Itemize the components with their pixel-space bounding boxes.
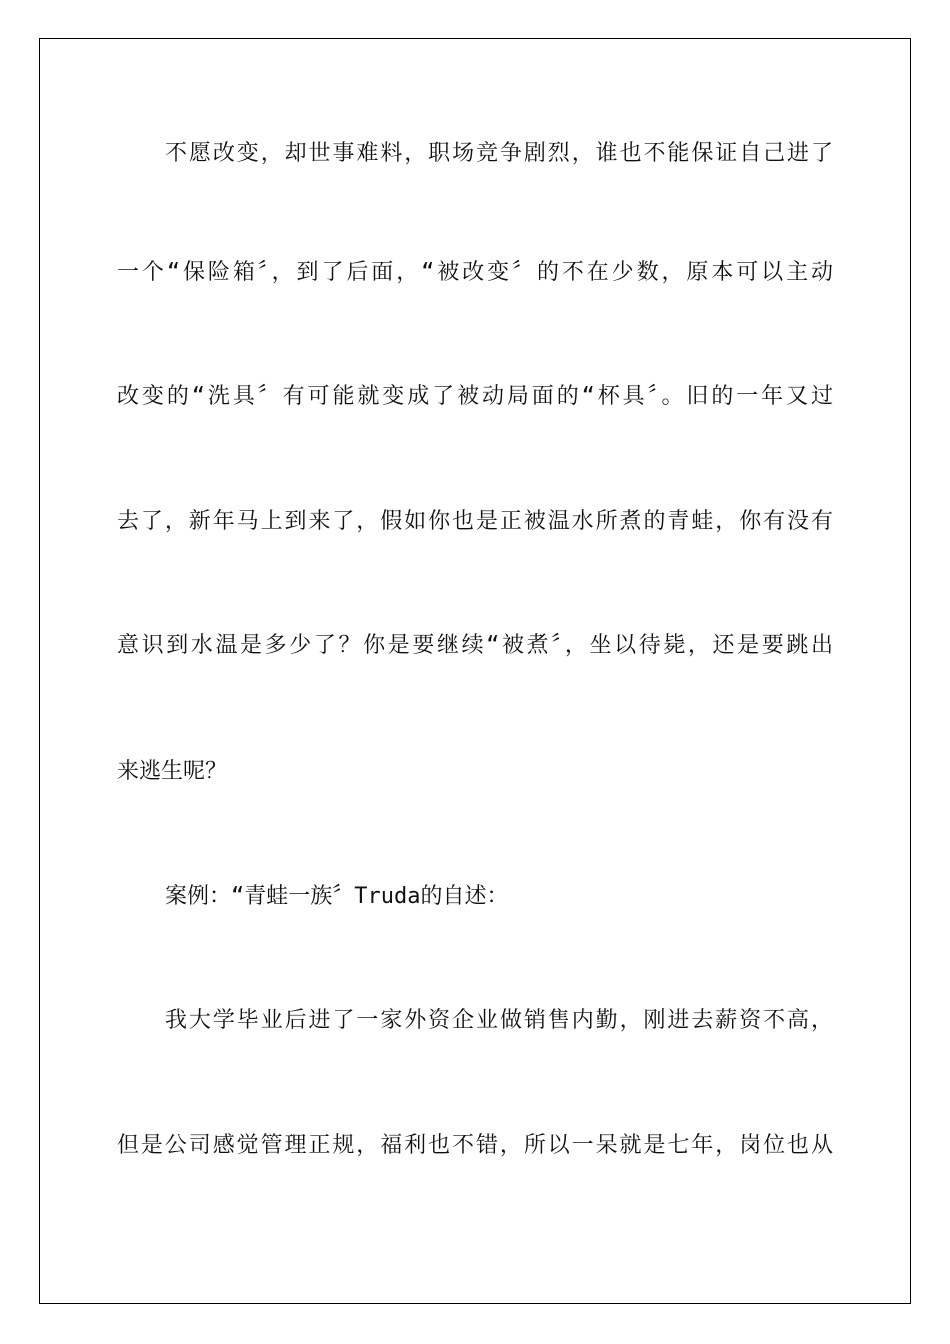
paragraph-line: 意识到水温是多少了？你是要继续“被煮〞，坐以待毙，还是要跳出 (117, 633, 833, 658)
page-border (39, 38, 911, 1304)
paragraph-line: 我大学毕业后进了一家外资企业做销售内勤，刚进去薪资不高， (165, 1008, 833, 1033)
paragraph-line: 去了，新年马上到来了，假如你也是正被温水所煮的青蛙，你有没有 (117, 509, 833, 534)
paragraph-line: 不愿改变，却世事难料，职场竞争剧烈，谁也不能保证自己进了 (165, 141, 833, 166)
paragraph-line: 一个“保险箱〞，到了后面，“被改变〞的不在少数，原本可以主动 (117, 260, 833, 285)
case-heading: 案例：“青蛙一族〞Truda的自述： (165, 884, 509, 909)
paragraph-line: 但是公司感觉管理正规，福利也不错，所以一呆就是七年，岗位也从 (117, 1133, 833, 1158)
paragraph-line: 改变的“洗具〞有可能就变成了被动局面的“杯具〞。旧的一年又过 (117, 384, 833, 409)
paragraph-line: 来逃生呢？ (117, 759, 228, 784)
